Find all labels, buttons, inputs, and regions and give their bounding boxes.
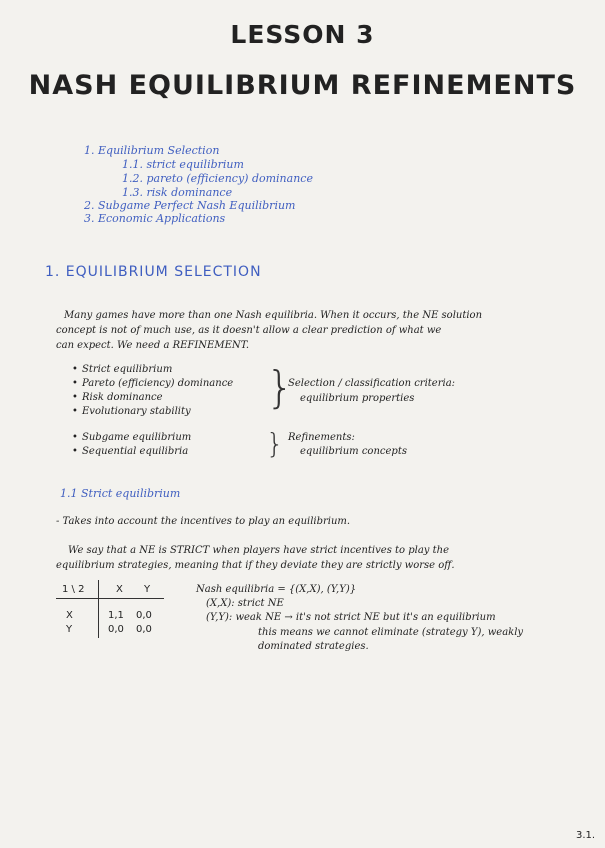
bullet-dot: • [72, 432, 78, 443]
list-item: Subgame equilibrium [82, 432, 192, 443]
list-item: Pareto (efficiency) dominance [82, 378, 234, 389]
list-item: Strict equilibrium [82, 364, 173, 375]
toc-item: 1.1. strict equilibrium [122, 158, 244, 171]
toc-item: 1.3. risk dominance [122, 186, 233, 199]
note-line: this means we cannot eliminate (strategy Y), weakly [258, 627, 524, 638]
table-cell: 0,0 [136, 624, 152, 635]
toc-item: 1.2. pareto (efficiency) dominance [122, 172, 313, 185]
toc-item: 3. Economic Applications [84, 212, 226, 225]
table-row-label: X [66, 610, 73, 621]
list-item: Evolutionary stability [82, 406, 191, 417]
bullet-dot: • [72, 406, 78, 417]
criteria-label: Selection / classification criteria: [288, 378, 456, 389]
bullet-dot: • [72, 364, 78, 375]
intro-line: can expect. We need a REFINEMENT. [56, 340, 250, 351]
definition-line: We say that a NE is STRICT when players have strict incentives to play the [68, 545, 449, 556]
definition-line: equilibrium strategies, meaning that if they deviate they are strictly worse off. [56, 560, 455, 571]
intro-line: Many games have more than one Nash equilibria. When it occurs, the NE solution [64, 310, 483, 321]
table-divider [98, 580, 99, 638]
note-line: (X,X): strict NE [206, 598, 284, 609]
bullet-dot: • [72, 392, 78, 403]
curly-brace: } [266, 427, 284, 460]
table-corner: 1 \ 2 [62, 584, 85, 595]
table-cell: 0,0 [108, 624, 124, 635]
note-line: dominated strategies. [258, 641, 369, 652]
lesson-heading: LESSON 3 [230, 20, 375, 49]
point-line: - Takes into account the incentives to play an equilibrium. [56, 516, 351, 527]
list-item: Risk dominance [82, 392, 163, 403]
toc-item: 1. Equilibrium Selection [84, 144, 220, 157]
intro-line: concept is not of much use, as it doesn't allow a clear prediction of what we [56, 325, 442, 336]
table-col-header: X [116, 584, 123, 595]
subsection-heading: 1.1 Strict equilibrium [60, 487, 181, 500]
curly-brace: } [266, 362, 294, 413]
page-title: NASH EQUILIBRIUM REFINEMENTS [28, 70, 577, 101]
bullet-dot: • [72, 446, 78, 457]
table-cell: 1,1 [108, 610, 124, 621]
table-divider [56, 598, 164, 599]
refinement-label: equilibrium concepts [300, 446, 407, 457]
table-cell: 0,0 [136, 610, 152, 621]
note-line: Nash equilibria = {(X,X), (Y,Y)} [196, 584, 357, 595]
list-item: Sequential equilibria [82, 446, 189, 457]
table-col-header: Y [144, 584, 151, 595]
criteria-label: equilibrium properties [300, 393, 415, 404]
note-line: (Y,Y): weak NE → it's not strict NE but it's an equilibrium [206, 612, 496, 623]
bullet-dot: • [72, 378, 78, 389]
toc-item: 2. Subgame Perfect Nash Equilibrium [84, 199, 296, 212]
page-number: 3.1. [576, 830, 596, 841]
refinement-label: Refinements: [288, 432, 355, 443]
table-row-label: Y [66, 624, 73, 635]
section-heading: 1. EQUILIBRIUM SELECTION [45, 264, 262, 280]
